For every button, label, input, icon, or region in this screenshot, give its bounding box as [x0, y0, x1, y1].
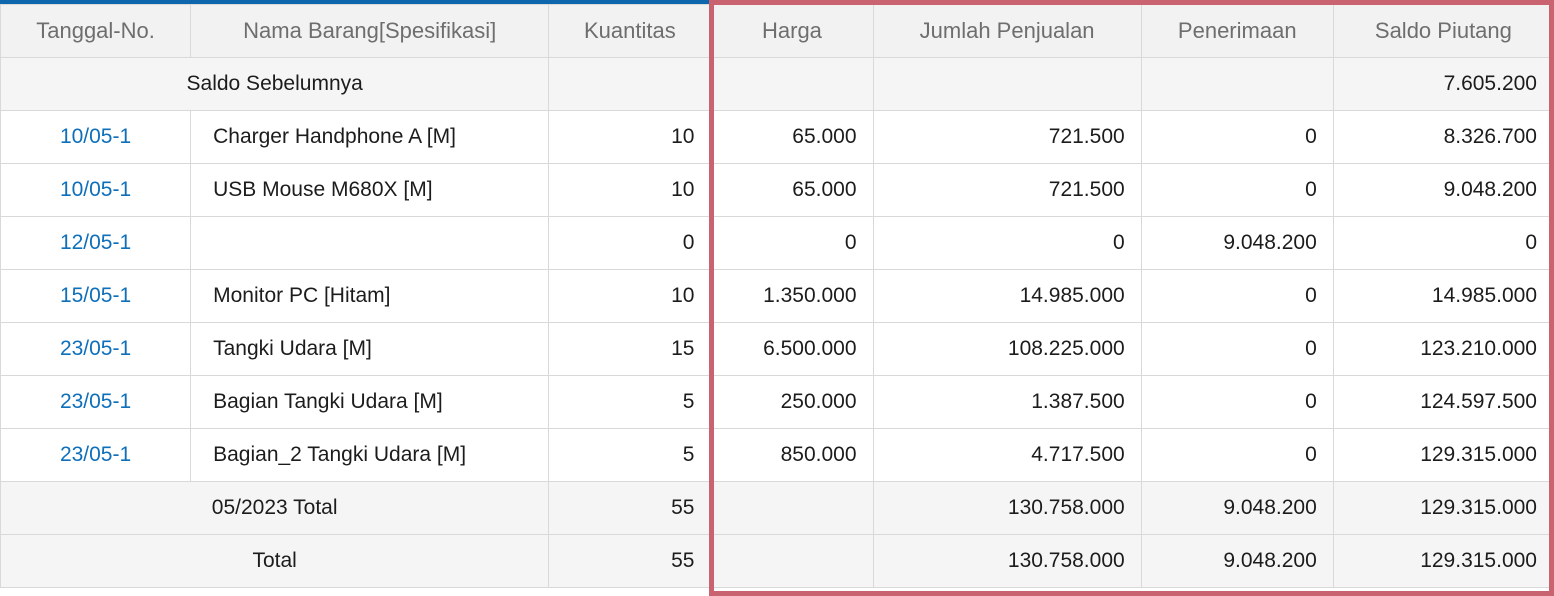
- penerimaan-cell: 0: [1141, 429, 1333, 482]
- grand-total-saldo-piutang: 129.315.000: [1333, 535, 1553, 588]
- item-name-cell: USB Mouse M680X [M]: [191, 164, 549, 217]
- penerimaan-cell: 9.048.200: [1141, 217, 1333, 270]
- col-header-harga: Harga: [711, 5, 873, 58]
- item-name-cell: Charger Handphone A [M]: [191, 111, 549, 164]
- harga-cell: 65.000: [711, 111, 873, 164]
- item-name-cell: Bagian Tangki Udara [M]: [191, 376, 549, 429]
- col-header-kuantitas: Kuantitas: [549, 5, 711, 58]
- col-header-jumlah-penjualan: Jumlah Penjualan: [873, 5, 1141, 58]
- saldo-piutang-cell: 124.597.500: [1333, 376, 1553, 429]
- month-total-kuantitas: 55: [549, 482, 711, 535]
- previous-balance-saldo-piutang: 7.605.200: [1333, 58, 1553, 111]
- penerimaan-cell: 0: [1141, 323, 1333, 376]
- table-row: [1, 429, 1554, 482]
- item-name-cell: Tangki Udara [M]: [191, 323, 549, 376]
- previous-balance-row: [1, 58, 1554, 111]
- col-header-tanggal: Tanggal-No.: [1, 5, 191, 58]
- month-total-harga: [711, 482, 873, 535]
- col-header-nama-barang: Nama Barang[Spesifikasi]: [191, 5, 549, 58]
- item-name-cell: Bagian_2 Tangki Udara [M]: [191, 429, 549, 482]
- jumlah-penjualan-cell: 108.225.000: [873, 323, 1141, 376]
- table-row: [1, 217, 1554, 270]
- harga-cell: 1.350.000: [711, 270, 873, 323]
- date-link[interactable]: 23/05-1: [59, 337, 132, 360]
- kuantitas-cell: 10: [549, 111, 711, 164]
- table-row: [1, 270, 1554, 323]
- table-row: [1, 164, 1554, 217]
- month-total-label: 05/2023 Total: [1, 482, 549, 535]
- table-row: [1, 111, 1554, 164]
- harga-cell: 6.500.000: [711, 323, 873, 376]
- previous-balance-penerimaan: [1141, 58, 1333, 111]
- date-link[interactable]: 23/05-1: [59, 390, 132, 413]
- report-table: [0, 4, 1554, 588]
- jumlah-penjualan-cell: 0: [873, 217, 1141, 270]
- jumlah-penjualan-cell: 14.985.000: [873, 270, 1141, 323]
- table-row: [1, 376, 1554, 429]
- jumlah-penjualan-cell: 721.500: [873, 164, 1141, 217]
- kuantitas-cell: 15: [549, 323, 711, 376]
- harga-cell: 850.000: [711, 429, 873, 482]
- saldo-piutang-cell: 123.210.000: [1333, 323, 1553, 376]
- item-name-cell: [191, 217, 549, 270]
- date-link[interactable]: 12/05-1: [59, 231, 132, 254]
- harga-cell: 65.000: [711, 164, 873, 217]
- date-link[interactable]: 10/05-1: [59, 178, 132, 201]
- date-link[interactable]: 10/05-1: [59, 125, 132, 148]
- kuantitas-cell: 10: [549, 164, 711, 217]
- date-link[interactable]: 23/05-1: [59, 443, 132, 466]
- penerimaan-cell: 0: [1141, 376, 1333, 429]
- header-row: [1, 5, 1554, 58]
- saldo-piutang-cell: 0: [1333, 217, 1553, 270]
- date-link[interactable]: 15/05-1: [59, 284, 132, 307]
- previous-balance-harga: [711, 58, 873, 111]
- saldo-piutang-cell: 9.048.200: [1333, 164, 1553, 217]
- col-header-penerimaan: Penerimaan: [1141, 5, 1333, 58]
- jumlah-penjualan-cell: 721.500: [873, 111, 1141, 164]
- kuantitas-cell: 5: [549, 376, 711, 429]
- month-total-row: [1, 482, 1554, 535]
- month-total-jumlah-penjualan: 130.758.000: [873, 482, 1141, 535]
- saldo-piutang-cell: 8.326.700: [1333, 111, 1553, 164]
- grand-total-jumlah-penjualan: 130.758.000: [873, 535, 1141, 588]
- penerimaan-cell: 0: [1141, 270, 1333, 323]
- penerimaan-cell: 0: [1141, 111, 1333, 164]
- harga-cell: 0: [711, 217, 873, 270]
- jumlah-penjualan-cell: 1.387.500: [873, 376, 1141, 429]
- harga-cell: 250.000: [711, 376, 873, 429]
- grand-total-harga: [711, 535, 873, 588]
- previous-balance-label: Saldo Sebelumnya: [1, 58, 549, 111]
- item-name-cell: Monitor PC [Hitam]: [191, 270, 549, 323]
- kuantitas-cell: 5: [549, 429, 711, 482]
- kuantitas-cell: 10: [549, 270, 711, 323]
- saldo-piutang-cell: 14.985.000: [1333, 270, 1553, 323]
- grand-total-label: Total: [1, 535, 549, 588]
- grand-total-kuantitas: 55: [549, 535, 711, 588]
- previous-balance-jumlah-penjualan: [873, 58, 1141, 111]
- previous-balance-kuantitas: [549, 58, 711, 111]
- col-header-saldo-piutang: Saldo Piutang: [1333, 5, 1553, 58]
- saldo-piutang-cell: 129.315.000: [1333, 429, 1553, 482]
- jumlah-penjualan-cell: 4.717.500: [873, 429, 1141, 482]
- kuantitas-cell: 0: [549, 217, 711, 270]
- month-total-penerimaan: 9.048.200: [1141, 482, 1333, 535]
- grand-total-penerimaan: 9.048.200: [1141, 535, 1333, 588]
- month-total-saldo-piutang: 129.315.000: [1333, 482, 1553, 535]
- table-row: [1, 323, 1554, 376]
- penerimaan-cell: 0: [1141, 164, 1333, 217]
- grand-total-row: [1, 535, 1554, 588]
